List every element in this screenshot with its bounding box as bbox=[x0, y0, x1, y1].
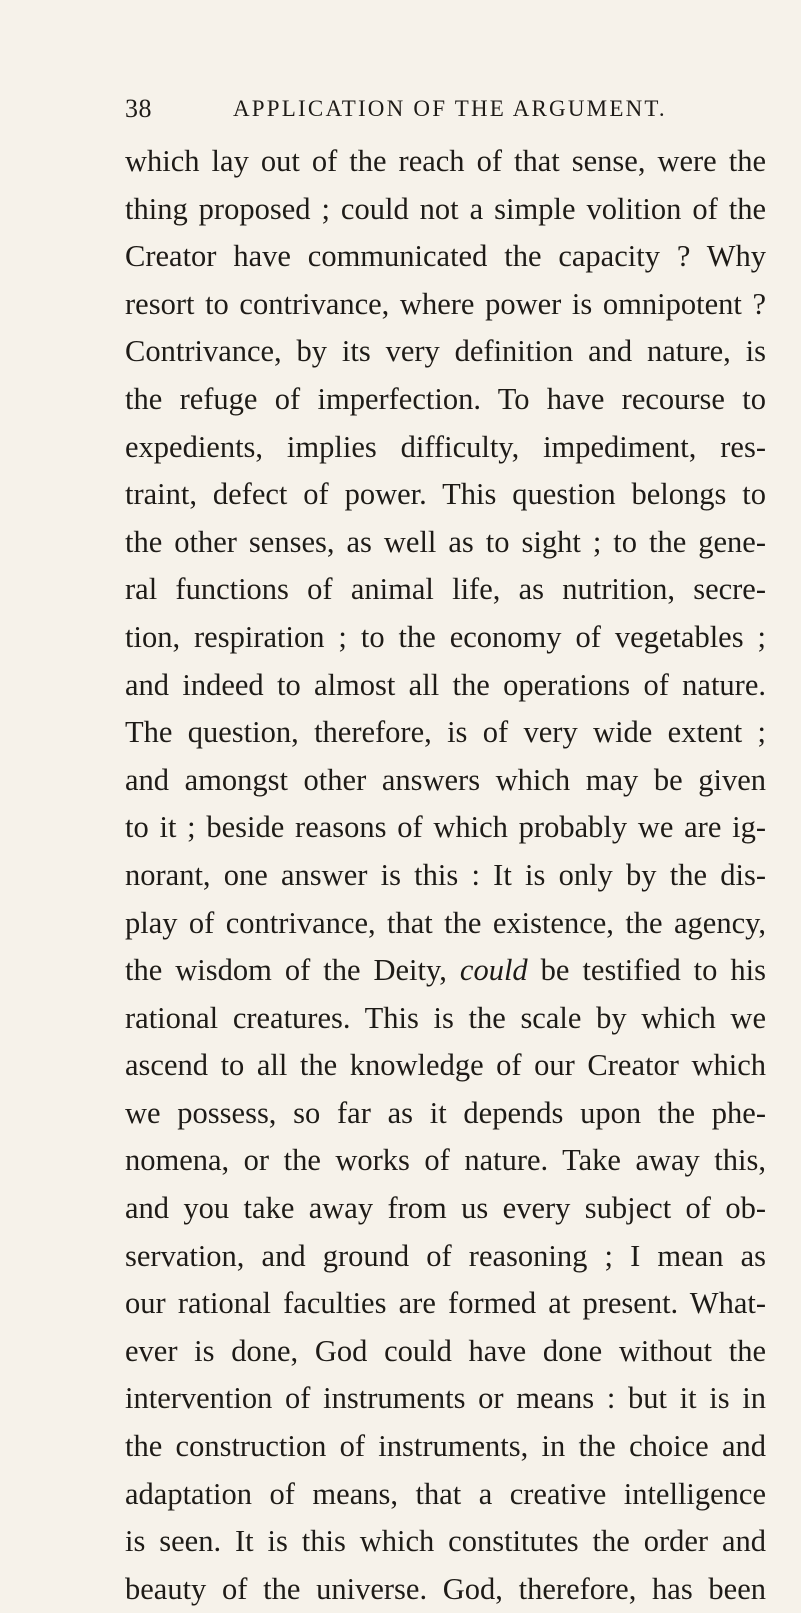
body-text bbox=[125, 138, 766, 1613]
text-line: to it ; beside reasons of which probably we are ig- bbox=[125, 810, 766, 845]
running-head bbox=[125, 94, 765, 130]
text-line: our rational faculties are formed at present. What- bbox=[125, 1286, 766, 1321]
text-line: rational creatures. This is the scale by which we bbox=[125, 1000, 766, 1035]
page-number: 38 bbox=[125, 94, 152, 123]
text-line: adaptation of means, that a creative intelligence bbox=[125, 1476, 766, 1511]
text-line: and indeed to almost all the operations of nature. bbox=[125, 667, 766, 702]
text-line: nomena, or the works of nature. Take away this, bbox=[125, 1143, 766, 1178]
text-line: servation, and ground of reasoning ; I mean as bbox=[125, 1238, 766, 1273]
text-segment: the wisdom of the Deity, bbox=[125, 953, 460, 988]
text-line: intervention of instruments or means : but it is in bbox=[125, 1381, 766, 1416]
text-line: which lay out of the reach of that sense, were the bbox=[125, 144, 766, 178]
running-title: APPLICATION OF THE ARGUMENT. bbox=[233, 96, 667, 121]
text-line: norant, one answer is this : It is only by the dis- bbox=[125, 857, 766, 892]
text-line: ascend to all the knowledge of our Creator which bbox=[125, 1048, 766, 1083]
text-line: beauty of the universe. God, therefore, has been bbox=[125, 1571, 766, 1606]
text-line: we possess, so far as it depends upon the phe- bbox=[125, 1095, 766, 1130]
text-line: thing proposed ; could not a simple volition of the bbox=[125, 191, 766, 226]
text-line: resort to contrivance, where power is omnipotent ? bbox=[125, 286, 766, 321]
text-line: the construction of instruments, in the choice and bbox=[125, 1429, 766, 1464]
text-line: Creator have communicated the capacity ? Why bbox=[125, 239, 766, 274]
text-line: and you take away from us every subject of ob- bbox=[125, 1191, 766, 1226]
text-line: and amongst other answers which may be given bbox=[125, 762, 766, 797]
text-line: the refuge of imperfection. To have recourse to bbox=[125, 381, 766, 416]
italic-emphasis: could bbox=[459, 953, 528, 988]
text-line: play of contrivance, that the existence, the agency, bbox=[125, 905, 766, 940]
text-line: tion, respiration ; to the economy of vegetables ; bbox=[125, 619, 766, 654]
text-line: traint, defect of power. This question belongs to bbox=[125, 477, 766, 512]
text-line-with-italic bbox=[125, 947, 766, 995]
text-line: is seen. It is this which constitutes the order and bbox=[125, 1524, 766, 1559]
text-line: expedients, implies difficulty, impediment, res- bbox=[125, 429, 766, 464]
text-line: The question, therefore, is of very wide extent ; bbox=[125, 715, 766, 750]
text-line: the other senses, as well as to sight ; to the gene- bbox=[125, 524, 766, 559]
text-line: ral functions of animal life, as nutrition, secre- bbox=[125, 572, 766, 607]
text-segment: be testified to his bbox=[527, 953, 766, 988]
text-line: ever is done, God could have done without the bbox=[125, 1333, 766, 1368]
text-line: Contrivance, by its very definition and nature, is bbox=[125, 334, 766, 369]
